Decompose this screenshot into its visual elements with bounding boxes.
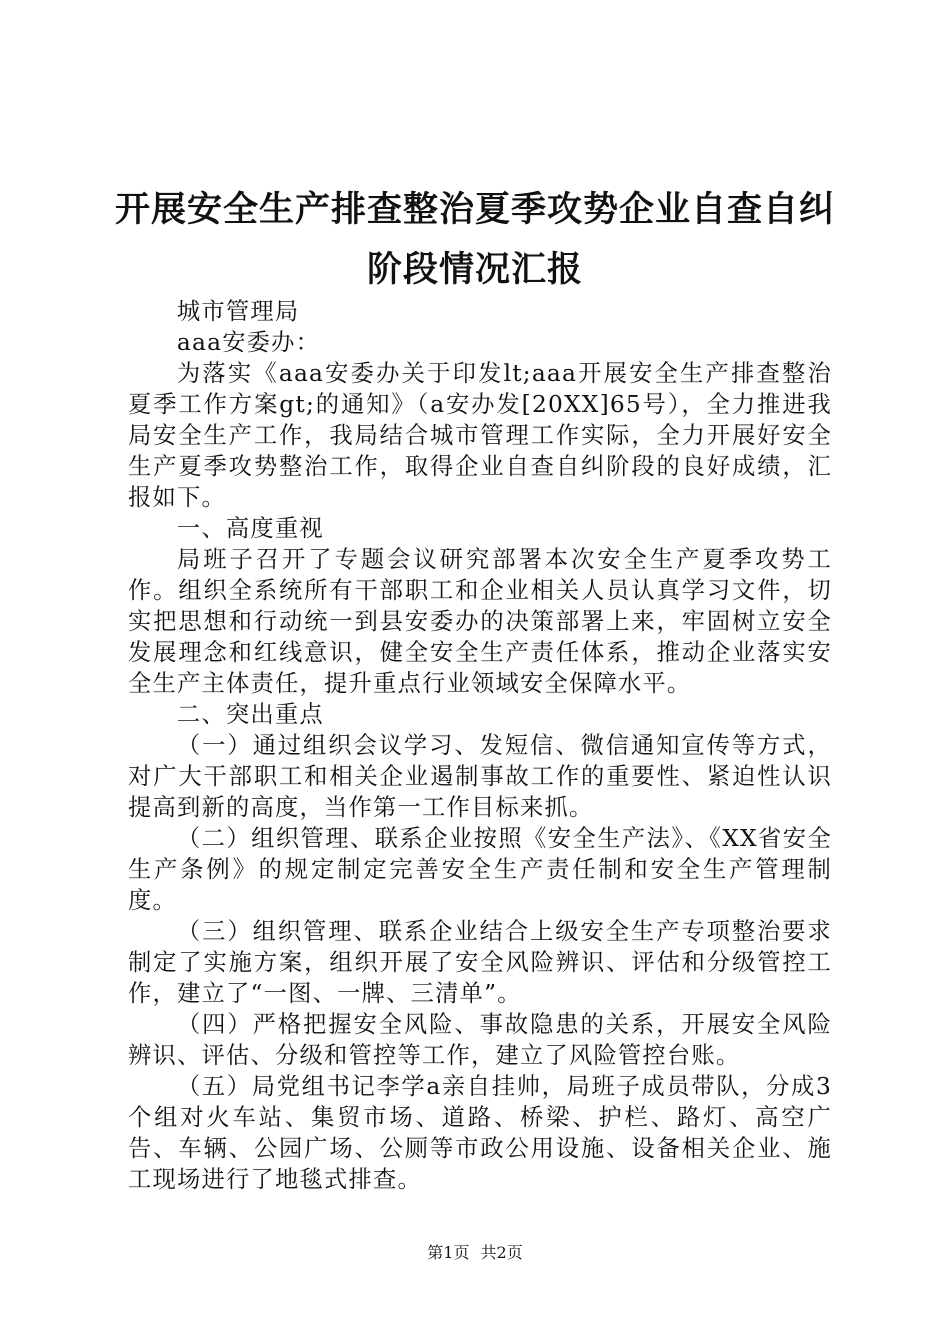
addressee-line: aaa安委办：	[176, 329, 321, 356]
item-1-paragraph: （一）通过组织会议学习、发短信、微信通知宣传等方式，对广大干部职工和相关企业遏制事故工作的重要性、紧迫性认识提高到新的高度，当作第一工作目标来抓。	[128, 732, 832, 821]
intro-paragraph: 为落实《aaa安委办关于印发lt;aaa开展安全生产排查整治夏季工作方案gt;的通知》（a安办发[20XX]65号），全力推进我局安全生产工作，我局结合城市管理工作实际，全力开展好安全生产夏季攻势整治工作，取得企业自查自纠阶段的良好成绩，汇报如下。	[128, 360, 832, 511]
section-heading-1: 一、高度重视	[176, 515, 324, 542]
item-3-paragraph: （三）组织管理、联系企业结合上级安全生产专项整治要求制定了实施方案，组织开展了安全风险辨识、评估和分级管控工作，建立了“一图、一牌、三清单”。	[128, 918, 832, 1007]
document-title-line-1: 开展安全生产排查整治夏季攻势企业自查自纠	[114, 190, 835, 230]
item-2-paragraph: （二）组织管理、联系企业按照《安全生产法》、《XX省安全生产条例》的规定制定完善安全生产责任制和安全生产管理制度。	[128, 825, 832, 914]
item-4-paragraph: （四）严格把握安全风险、事故隐患的关系，开展安全风险辨识、评估、分级和管控等工作，建立了风险管控台账。	[128, 1011, 832, 1069]
document-body	[128, 296, 832, 1195]
item-5-paragraph: （五）局党组书记李学a亲自挂帅，局班子成员带队，分成3个组对火车站、集贸市场、道路、桥梁、护栏、路灯、高空广告、车辆、公园广场、公厕等市政公用设施、设备相关企业、施工现场进行了地毯式排查。	[128, 1073, 832, 1193]
document-title-line-2: 阶段情况汇报	[366, 250, 583, 290]
section-heading-2: 二、突出重点	[176, 701, 324, 728]
section-1-paragraph: 局班子召开了专题会议研究部署本次安全生产夏季攻势工作。组织全系统所有干部职工和企业相关人员认真学习文件，切实把思想和行动统一到县安委办的决策部署上来，牢固树立安全发展理念和红线意识，健全安全生产责任体系，推动企业落实安全生产主体责任，提升重点行业领域安全保障水平。	[128, 546, 832, 697]
recipient-line: 城市管理局	[176, 298, 300, 325]
page-number-total: 共2页	[480, 1243, 523, 1262]
page-number-current: 第1页	[427, 1243, 470, 1262]
page-footer	[0, 1243, 950, 1263]
